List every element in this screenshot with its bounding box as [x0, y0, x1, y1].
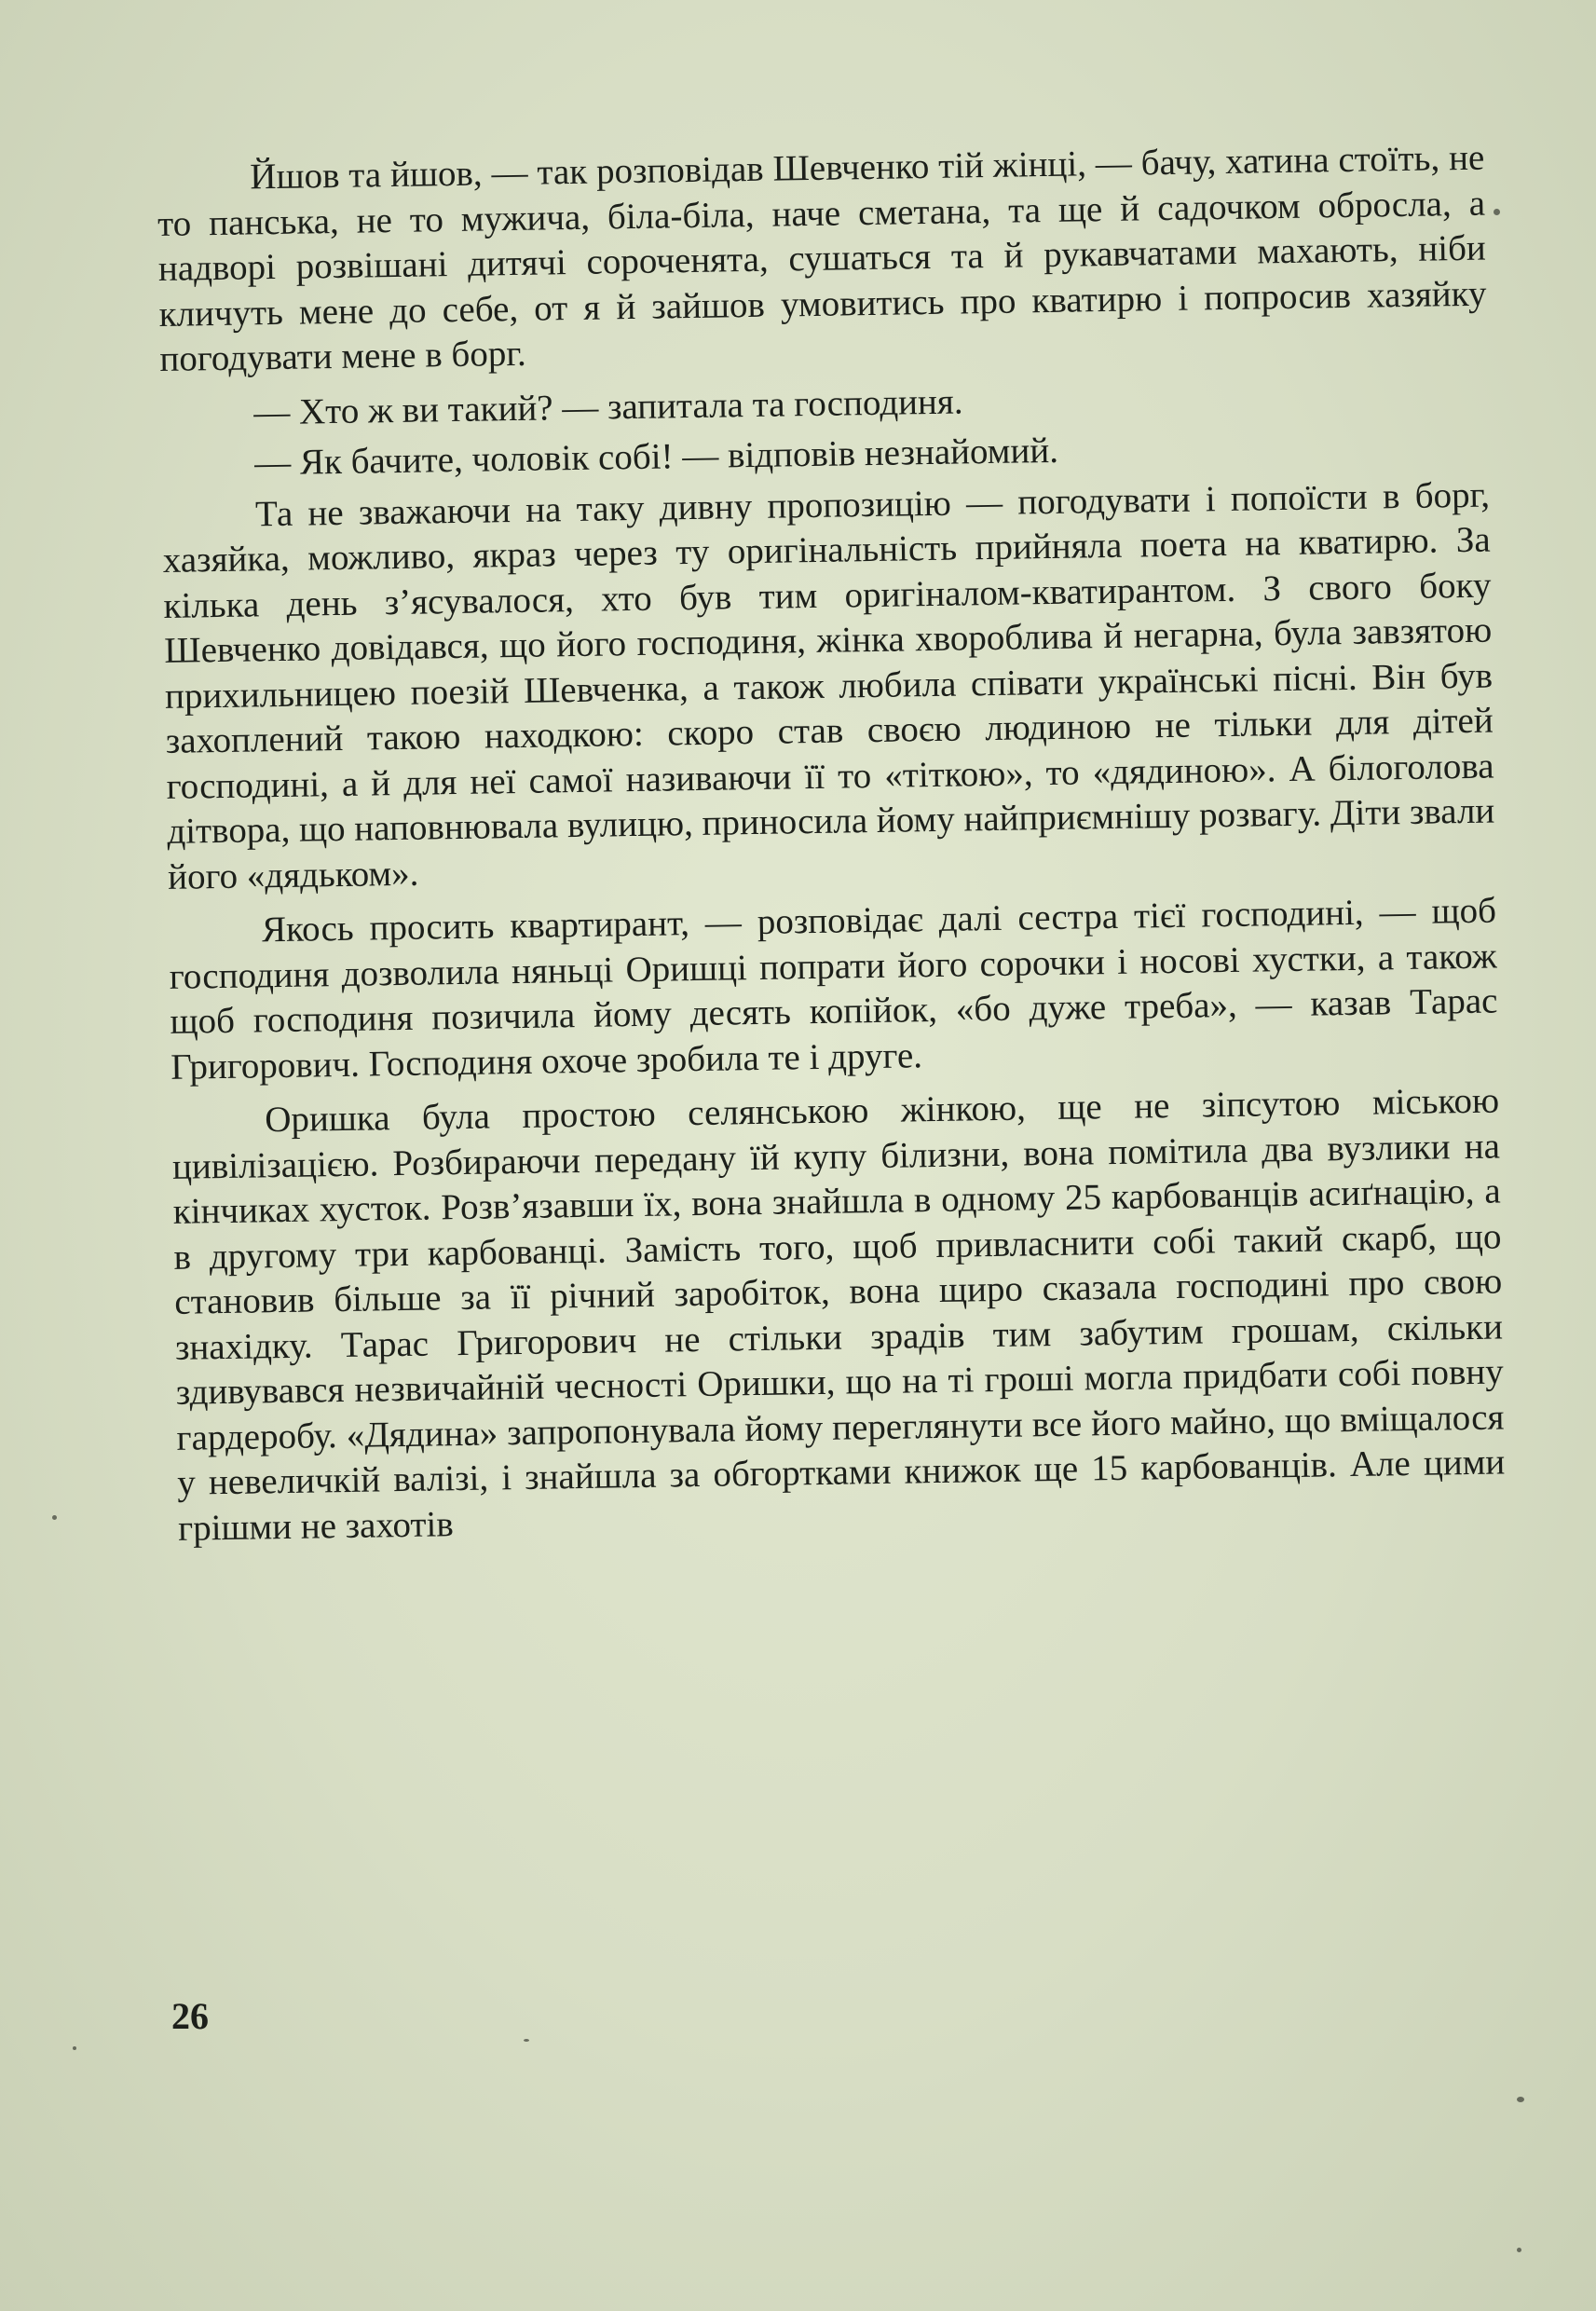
paragraph: Якось просить квартирант, — розповідає далі сестра тієї господині, — щоб господиня дозволила няньці Оришці попрати його сорочки і носові хустки, а також щоб господиня позичила йому десять копійок, «бо дуже треба», — казав Тарас Григорович. Господиня охоче зробила те і друге. [169, 890, 1498, 1087]
paper-speck [1517, 2248, 1521, 2252]
dialogue-line: — Як бачите, чоловік собі! — відповів незнайомий. [253, 430, 1059, 484]
dialogue-line: — Хто ж ви такий? — запитала та господиня. [252, 380, 963, 432]
paper-speck [1517, 2097, 1524, 2102]
paper-speck [73, 2046, 76, 2050]
paragraph: Та не зважаючи на таку дивну пропозицію — погодувати і попоїсти в борг, хазяйка, можливо, якраз через ту оригінальність прийняла поета на кватирю. За кілька день з’ясувалося, хто був тим оригіналом-кватирантом. З свого боку Шевченко довідався, що його господиня, жінка хвороблива й негарна, була завзятою прихильницею поезій Шевченка, а також любила співати українські пісні. Він був захоплений такою находкою: скоро став своєю людиною не тільки для дітей господині, а й для неї самої називаючи її то «тіткою», то «дядиною». А білоголова дітвора, що наповнювала вулицю, приносила йому найприємнішу розвагу. Діти звали його «дядьком». [162, 474, 1495, 897]
paragraph: Йшов та йшов, — так розповідав Шевченко тій жінці, — бачу, хатина стоїть, не то панська, не то мужича, біла-біла, наче сметана, та ще й садочком обросла, а надворі розвішані дитячі сороченята, сушаться та й рукавчатами махають, ніби кличуть мене до себе, от я й зайшов умовитись про кватирю і попросив хазяйку погодувати мене в борг. [157, 137, 1487, 379]
paragraph: Оришка була простою селянською жінкою, ще не зіпсутою міською цивілізацією. Розбираючи передану їй купу білизни, вона помітила два вузлики на кінчиках хусток. Розв’язавши їх, вона знайшла в одному 25 карбованців асиґнацію, а в другому три карбованці. Замість того, щоб привласнити собі такий скарб, що становив більше за її річний заробіток, вона щиро сказала господині про свою знахідку. Тарас Григорович не стільки зрадів тим забутим грошам, скільки здивувався незвичайній чесності Оришки, що на ті гроші могла придбати собі повну гардеробу. «Дядина» запропонувала йому переглянути все його майно, що вміщалося у невеличкій валізі, і знайшла за обгортками книжок ще 15 карбованців. Але цими грішми не захотів [171, 1080, 1506, 1549]
paper-speck [524, 2039, 529, 2042]
paper-speck [1494, 209, 1500, 215]
paper-speck [52, 1515, 57, 1520]
body-text [157, 136, 1506, 1561]
page-number: 26 [171, 1995, 209, 2037]
